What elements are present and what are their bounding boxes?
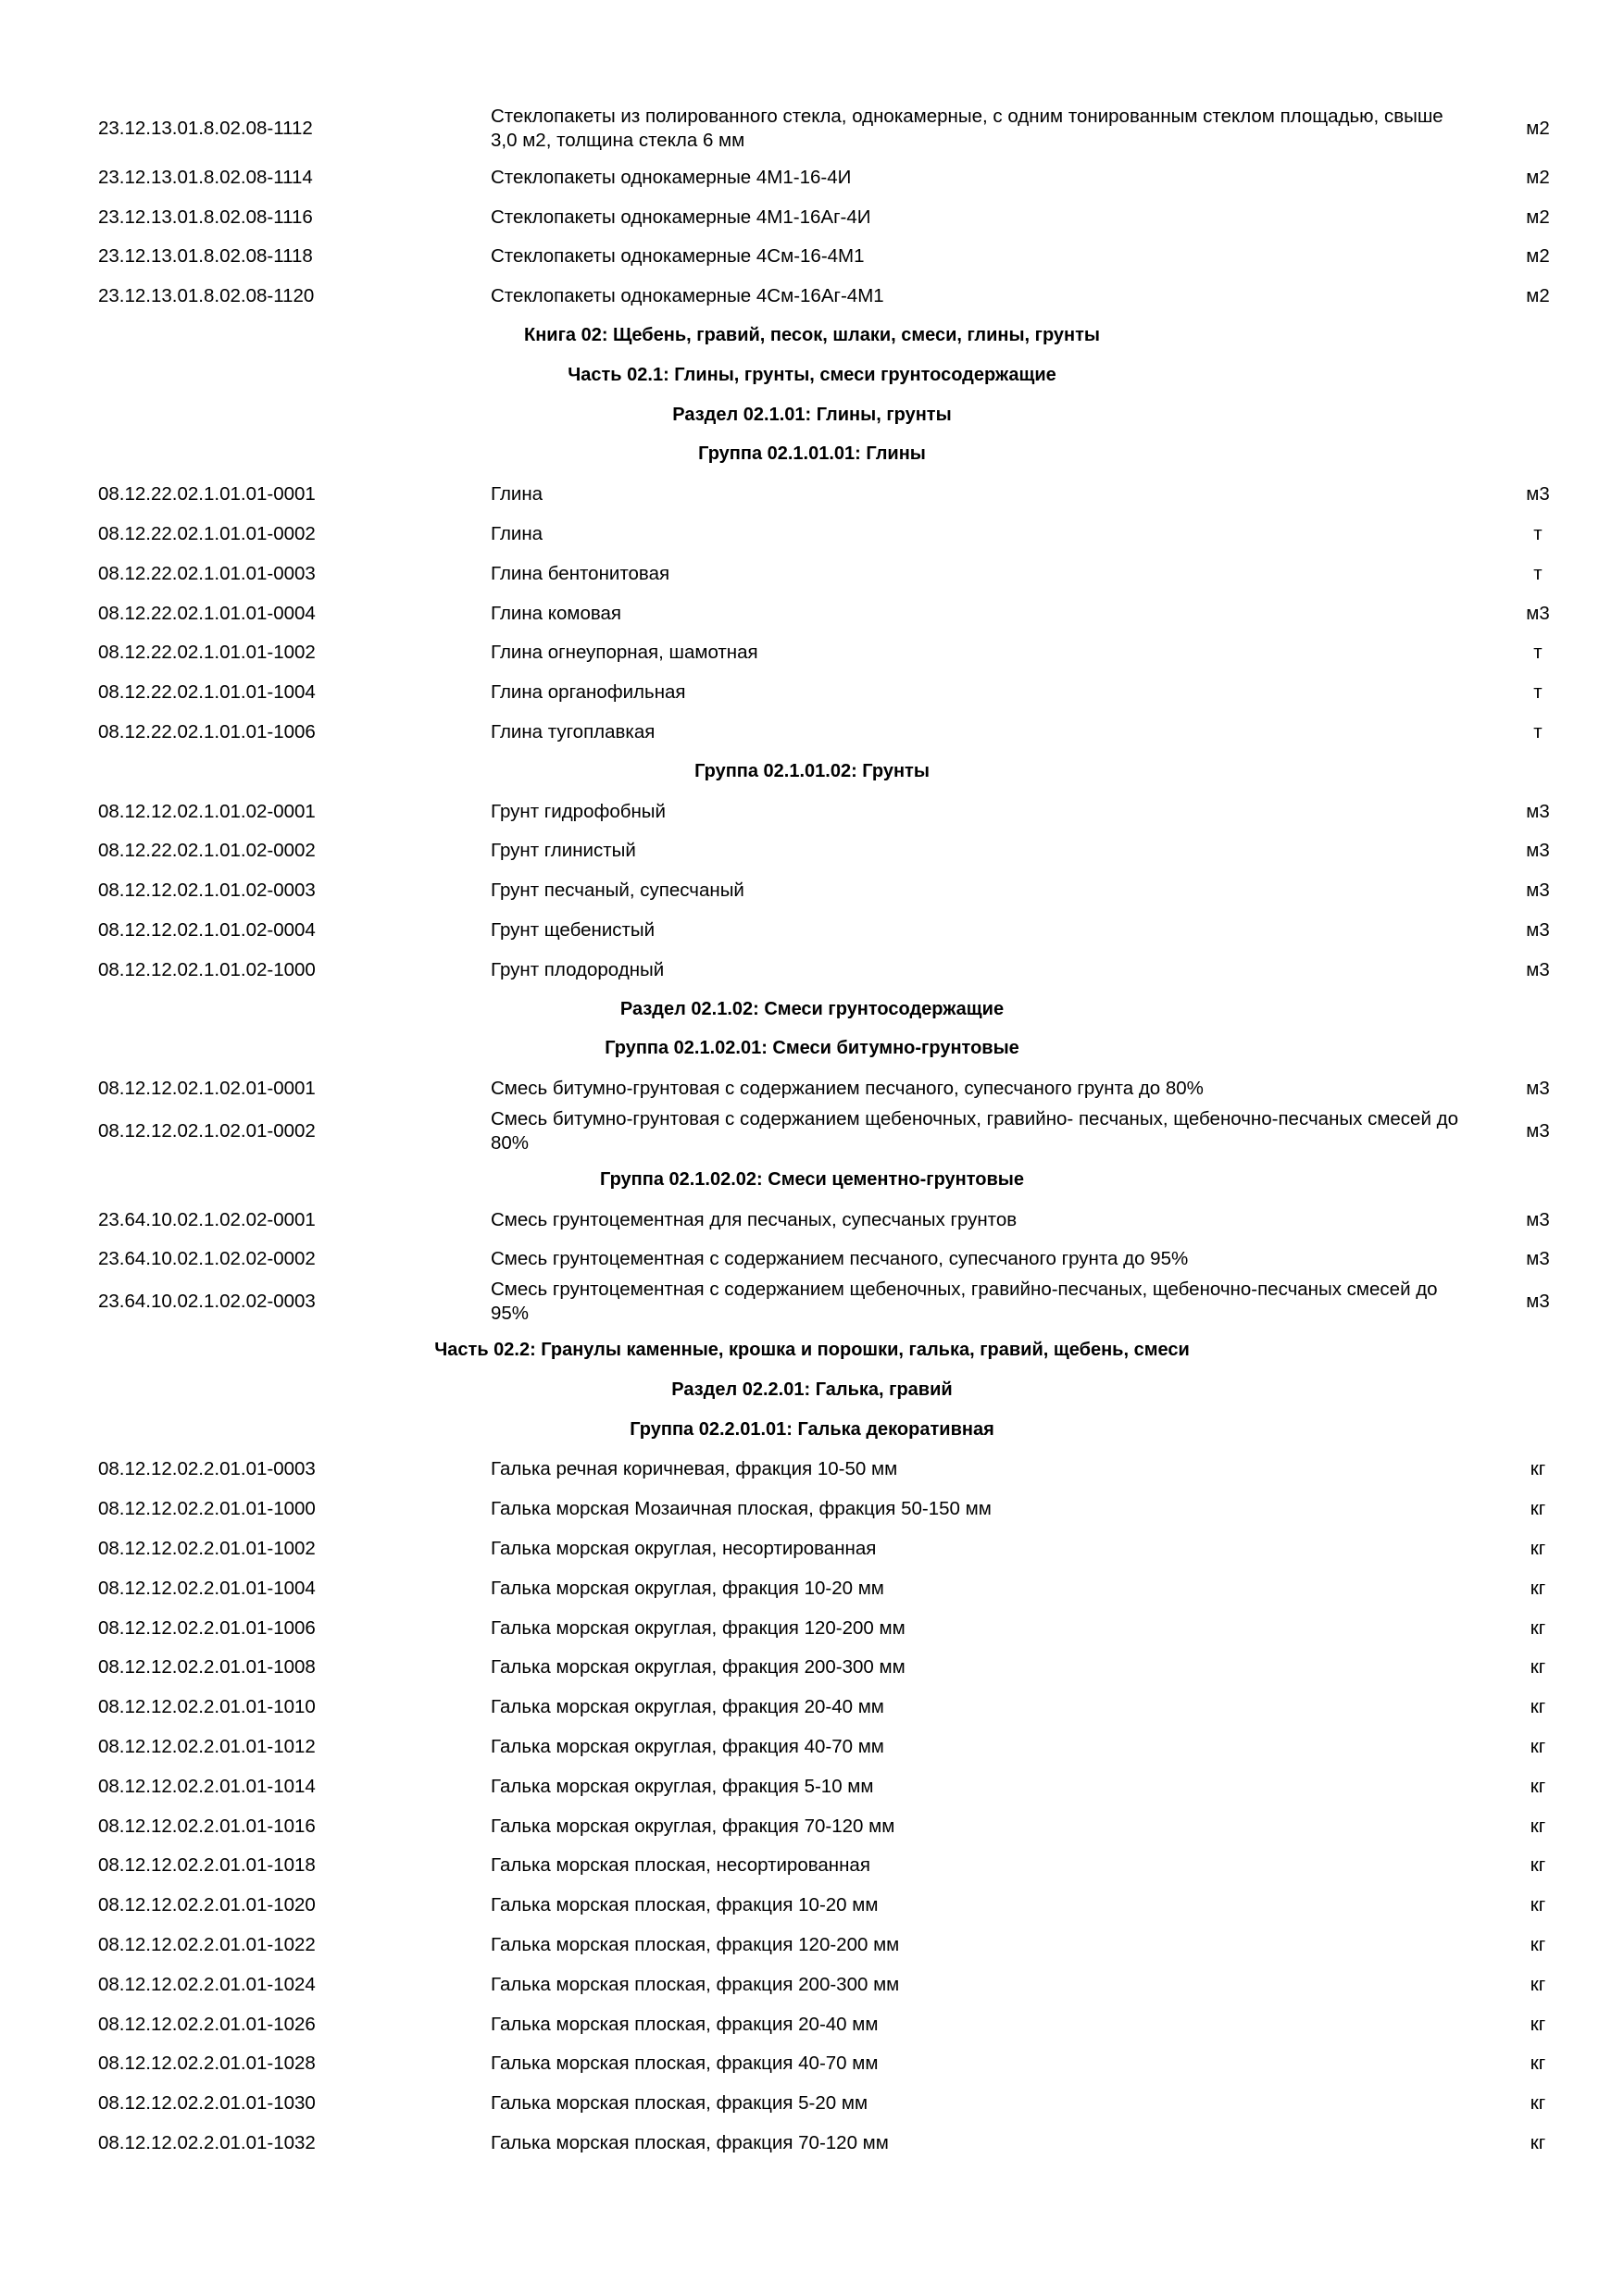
unit-of-measure: кг — [1530, 1854, 1546, 1877]
resource-name: Галька морская плоская, фракция 200-300 мм — [491, 1973, 900, 1995]
unit-of-measure: м3 — [1526, 1248, 1550, 1270]
unit-of-measure: кг — [1530, 2053, 1546, 2075]
resource-name: Смесь грунтоцементная с содержанием щебеночных, гравийно-песчаных, щебеночно-песчаных смесей до 95% — [491, 1279, 1438, 1325]
resource-code: 08.12.12.02.2.01.01-1018 — [98, 1854, 316, 1877]
resource-code: 08.12.12.02.2.01.01-1008 — [98, 1656, 316, 1678]
section-heading — [0, 1169, 1624, 1191]
resource-code: 08.12.12.02.2.01.01-0003 — [98, 1458, 316, 1480]
resource-name: Грунт песчаный, супесчаный — [491, 880, 744, 902]
resource-name: Грунт гидрофобный — [491, 800, 666, 822]
section-heading-text: Раздел 02.1.01: Глины, грунты — [672, 404, 952, 425]
resource-code: 23.64.10.02.1.02.02-0002 — [98, 1248, 316, 1270]
resource-code: 23.64.10.02.1.02.02-0003 — [98, 1291, 316, 1313]
unit-of-measure: кг — [1530, 1616, 1546, 1639]
resource-name: Галька морская округлая, несортированная — [491, 1538, 877, 1559]
section-heading-text: Книга 02: Щебень, гравий, песок, шлаки, смеси, глины, грунты — [523, 325, 1101, 345]
resource-code: 23.12.13.01.8.02.08-1116 — [98, 206, 313, 228]
section-heading — [0, 1379, 1624, 1401]
resource-code: 08.12.12.02.1.01.02-0004 — [98, 919, 316, 941]
unit-of-measure: кг — [1530, 1894, 1546, 1916]
unit-of-measure: м2 — [1526, 118, 1550, 139]
resource-code: 08.12.12.02.2.01.01-1010 — [98, 1696, 316, 1718]
unit-of-measure: м2 — [1526, 245, 1550, 268]
resource-code: 23.12.13.01.8.02.08-1120 — [98, 285, 315, 307]
resource-name: Стеклопакеты однокамерные 4См-16Аг-4М1 — [491, 285, 884, 307]
unit-of-measure: т — [1533, 681, 1543, 704]
unit-of-measure: т — [1533, 523, 1543, 544]
section-heading — [0, 1419, 1624, 1441]
resource-name: Галька морская плоская, фракция 40-70 мм — [491, 2053, 879, 2075]
unit-of-measure: кг — [1530, 2132, 1546, 2153]
resource-code: 08.12.22.02.1.01.01-1004 — [98, 681, 316, 704]
resource-code: 23.12.13.01.8.02.08-1114 — [98, 166, 313, 188]
section-heading — [0, 1038, 1624, 1059]
resource-name: Галька морская округлая, фракция 20-40 мм — [491, 1696, 884, 1718]
unit-of-measure: м3 — [1526, 1208, 1550, 1230]
resource-code: 08.12.22.02.1.01.01-1006 — [98, 721, 316, 742]
section-heading — [0, 443, 1624, 465]
unit-of-measure: т — [1533, 642, 1543, 664]
section-heading — [0, 405, 1624, 426]
unit-of-measure: кг — [1530, 1815, 1546, 1837]
resource-name: Галька морская округлая, фракция 120-200 мм — [491, 1616, 906, 1639]
unit-of-measure: м2 — [1526, 166, 1550, 188]
unit-of-measure: т — [1533, 562, 1543, 584]
resource-code: 08.12.12.02.2.01.01-1032 — [98, 2132, 316, 2153]
resource-name: Глина комовая — [491, 602, 622, 624]
unit-of-measure: м2 — [1526, 285, 1550, 307]
resource-code: 08.12.12.02.2.01.01-1020 — [98, 1894, 316, 1916]
unit-of-measure: м3 — [1526, 919, 1550, 941]
section-heading-text: Группа 02.1.02.02: Смеси цементно-грунтовые — [600, 1168, 1024, 1190]
resource-name: Галька морская плоская, фракция 10-20 мм — [491, 1894, 879, 1916]
section-heading — [0, 999, 1624, 1020]
resource-code: 23.64.10.02.1.02.02-0001 — [98, 1208, 316, 1230]
resource-name: Смесь грунтоцементная для песчаных, супесчаных грунтов — [491, 1208, 1018, 1230]
unit-of-measure: м3 — [1526, 1291, 1550, 1313]
unit-of-measure: кг — [1530, 1498, 1546, 1520]
resource-code: 08.12.22.02.1.01.01-0001 — [98, 483, 316, 505]
resource-code: 08.12.12.02.2.01.01-1014 — [98, 1775, 316, 1797]
unit-of-measure: м3 — [1526, 483, 1550, 505]
resource-code: 08.12.12.02.1.02.01-0002 — [98, 1120, 316, 1142]
section-heading-text: Группа 02.1.01.02: Грунты — [694, 760, 930, 781]
resource-name: Грунт плодородный — [491, 958, 665, 980]
resource-code: 08.12.22.02.1.01.01-1002 — [98, 642, 316, 664]
resource-name: Глина огнеупорная, шамотная — [491, 642, 758, 664]
section-heading-text: Раздел 02.1.02: Смеси грунтосодержащие — [619, 998, 1005, 1019]
section-heading-text: Группа 02.1.02.01: Смеси битумно-грунтовые — [605, 1038, 1019, 1059]
resource-code: 08.12.12.02.1.01.02-1000 — [98, 958, 316, 980]
resource-name: Глина — [491, 483, 543, 505]
resource-name: Галька морская плоская, фракция 70-120 мм — [491, 2132, 889, 2153]
resource-name: Глина тугоплавкая — [491, 721, 656, 742]
unit-of-measure: кг — [1530, 1696, 1546, 1718]
unit-of-measure: кг — [1530, 1656, 1546, 1678]
resource-name: Смесь грунтоцементная с содержанием песчаного, супесчаного грунта до 95% — [491, 1248, 1189, 1270]
resource-name: Галька морская плоская, фракция 20-40 мм — [491, 2013, 879, 2035]
section-heading — [0, 365, 1624, 386]
section-heading-text: Часть 02.1: Глины, грунты, смеси грунтосодержащие — [568, 364, 1056, 385]
unit-of-measure: т — [1533, 721, 1543, 742]
resource-name: Галька морская плоская, несортированная — [491, 1854, 870, 1877]
section-heading-text: Группа 02.2.01.01: Галька декоративная — [630, 1418, 994, 1440]
unit-of-measure: м2 — [1526, 206, 1550, 228]
resource-code: 08.12.12.02.2.01.01-1030 — [98, 2092, 316, 2115]
unit-of-measure: кг — [1530, 1775, 1546, 1797]
resource-code: 08.12.12.02.2.01.01-1000 — [98, 1498, 316, 1520]
unit-of-measure: кг — [1530, 2092, 1546, 2115]
resource-name: Грунт щебенистый — [491, 919, 656, 941]
unit-of-measure: кг — [1530, 1973, 1546, 1995]
unit-of-measure: м3 — [1526, 1120, 1550, 1142]
unit-of-measure: м3 — [1526, 958, 1550, 980]
resource-name: Галька речная коричневая, фракция 10-50 мм — [491, 1458, 898, 1480]
resource-code: 08.12.12.02.2.01.01-1028 — [98, 2053, 316, 2075]
resource-name: Галька морская округлая, фракция 10-20 мм — [491, 1577, 884, 1599]
resource-code: 23.12.13.01.8.02.08-1118 — [98, 245, 313, 268]
resource-name: Галька морская округлая, фракция 200-300 мм — [491, 1656, 906, 1678]
resource-name: Глина органофильная — [491, 681, 686, 704]
unit-of-measure: кг — [1530, 1736, 1546, 1757]
resource-code: 08.12.22.02.1.01.01-0003 — [98, 562, 316, 584]
unit-of-measure: кг — [1530, 1458, 1546, 1480]
unit-of-measure: кг — [1530, 1934, 1546, 1955]
resource-name: Галька морская плоская, фракция 120-200 мм — [491, 1934, 900, 1955]
resource-code: 08.12.12.02.2.01.01-1006 — [98, 1616, 316, 1639]
resource-code: 08.12.12.02.1.01.02-0001 — [98, 800, 316, 822]
resource-name: Стеклопакеты однокамерные 4См-16-4М1 — [491, 245, 865, 268]
resource-name: Смесь битумно-грунтовая с содержанием песчаного, супесчаного грунта до 80% — [491, 1078, 1204, 1100]
section-heading — [0, 1340, 1624, 1361]
unit-of-measure: м3 — [1526, 1078, 1550, 1100]
unit-of-measure: м3 — [1526, 800, 1550, 822]
section-heading-text: Раздел 02.2.01: Галька, гравий — [671, 1379, 953, 1400]
resource-code: 08.12.12.02.2.01.01-1024 — [98, 1973, 316, 1995]
resource-name: Галька морская округлая, фракция 70-120 мм — [491, 1815, 895, 1837]
resource-code: 08.12.12.02.2.01.01-1016 — [98, 1815, 316, 1837]
resource-name: Галька морская округлая, фракция 40-70 мм — [491, 1736, 884, 1757]
resource-name: Стеклопакеты однокамерные 4М1-16Аг-4И — [491, 206, 871, 228]
unit-of-measure: кг — [1530, 1577, 1546, 1599]
resource-name: Галька морская округлая, фракция 5-10 мм — [491, 1775, 874, 1797]
resource-code: 08.12.22.02.1.01.02-0002 — [98, 840, 316, 862]
resource-name: Стеклопакеты из полированного стекла, однокамерные, с одним тонированным стеклом площадью, свыше 3,0 м2, толщина стекла 6 мм — [491, 106, 1443, 151]
unit-of-measure: м3 — [1526, 840, 1550, 862]
unit-of-measure: м3 — [1526, 880, 1550, 902]
section-heading — [0, 761, 1624, 782]
resource-code: 08.12.12.02.1.01.02-0003 — [98, 880, 316, 902]
resource-name: Галька морская Мозаичная плоская, фракция 50-150 мм — [491, 1498, 992, 1520]
resource-code: 08.12.12.02.2.01.01-1022 — [98, 1934, 316, 1955]
section-heading-text: Группа 02.1.01.01: Глины — [698, 443, 926, 465]
resource-code: 08.12.22.02.1.01.01-0002 — [98, 523, 316, 544]
resource-code: 08.12.12.02.1.02.01-0001 — [98, 1078, 316, 1100]
resource-code: 23.12.13.01.8.02.08-1112 — [98, 118, 313, 139]
resource-code: 08.12.12.02.2.01.01-1026 — [98, 2013, 316, 2035]
unit-of-measure: кг — [1530, 1538, 1546, 1559]
resource-name: Стеклопакеты однокамерные 4М1-16-4И — [491, 166, 852, 188]
resource-name: Глина — [491, 523, 543, 544]
unit-of-measure: кг — [1530, 2013, 1546, 2035]
resource-name: Галька морская плоская, фракция 5-20 мм — [491, 2092, 868, 2115]
section-heading-text: Часть 02.2: Гранулы каменные, крошка и порошки, галька, гравий, щебень, смеси — [434, 1340, 1190, 1360]
resource-code: 08.12.12.02.2.01.01-1012 — [98, 1736, 316, 1757]
resource-name: Глина бентонитовая — [491, 562, 670, 584]
resource-name: Смесь битумно-грунтовая с содержанием щебеночных, гравийно- песчаных, щебеночно-песчаных смесей до 80% — [491, 1108, 1458, 1154]
section-heading — [0, 325, 1624, 346]
unit-of-measure: м3 — [1526, 602, 1550, 624]
resource-name: Грунт глинистый — [491, 840, 636, 862]
resource-code: 08.12.12.02.2.01.01-1004 — [98, 1577, 316, 1599]
resource-code: 08.12.22.02.1.01.01-0004 — [98, 602, 316, 624]
resource-code: 08.12.12.02.2.01.01-1002 — [98, 1538, 316, 1559]
